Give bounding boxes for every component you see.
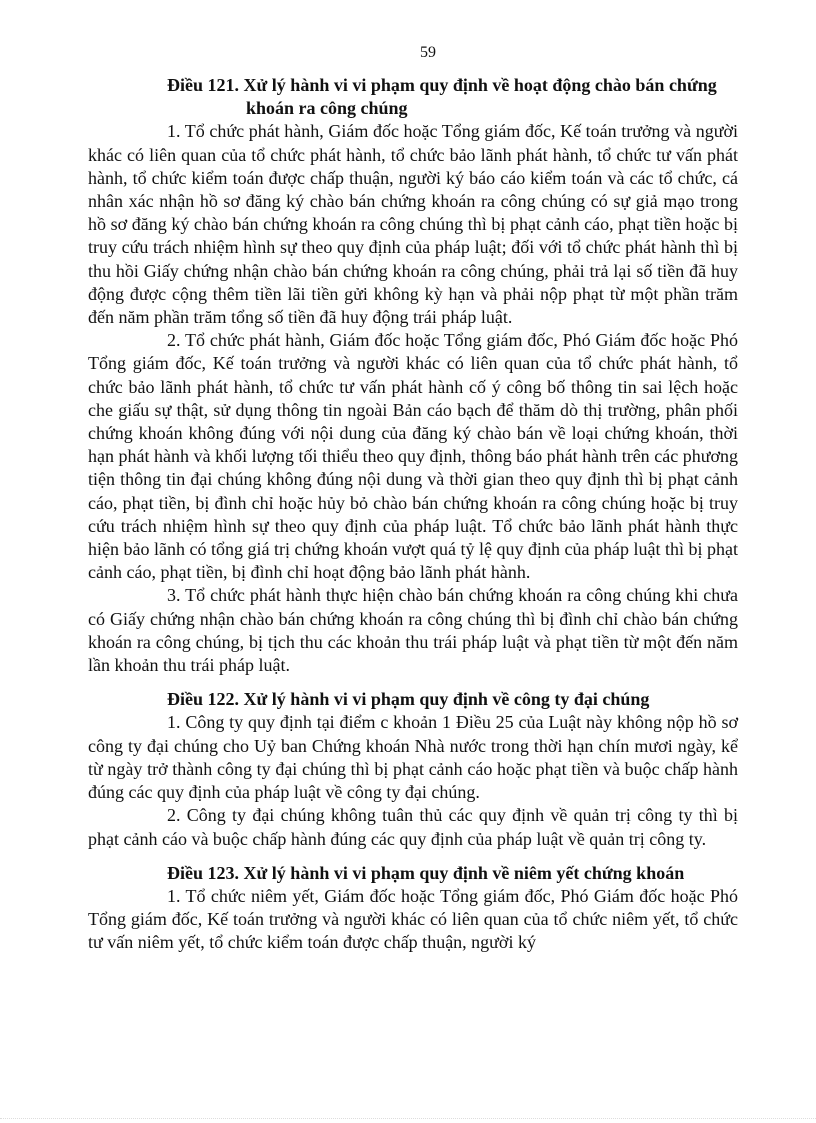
article-paragraph: 1. Tổ chức phát hành, Giám đốc hoặc Tổng giám đốc, Kế toán trưởng và người khác có liên quan của tổ chức phát hành, tổ chức bảo lãnh phát hành, tổ chức tư vấn phát hành, tổ chức kiểm toán được chấp thuận, người ký báo cáo kiểm toán và các tổ chức, cá nhân xác nhận hồ sơ đăng ký chào bán chứng khoán ra công chúng có sự giả mạo trong hồ sơ đăng ký chào bán chứng khoán ra công chúng thì bị phạt cảnh cáo, phạt tiền hoặc bị truy cứu trách nhiệm hình sự theo quy định của pháp luật; đối với tổ chức phát hành thì bị thu hồi Giấy chứng nhận chào bán chứng khoán ra công chúng, phải trả lại số tiền đã huy động được cộng thêm tiền lãi tiền gửi không kỳ hạn và phải nộp phạt từ một phần trăm đến năm phần trăm tổng số tiền đã huy động trái pháp luật. (88, 121, 738, 328)
article-122 (88, 688, 738, 850)
article-paragraph: 1. Công ty quy định tại điểm c khoản 1 Điều 25 của Luật này không nộp hồ sơ công ty đại chúng cho Uỷ ban Chứng khoán Nhà nước trong thời hạn chín mươi ngày, kể từ ngày trở thành công ty đại chúng thì bị phạt cảnh cáo hoặc phạt tiền và buộc chấp hành đúng các quy định của pháp luật về công ty đại chúng. (88, 712, 738, 803)
article-title: Điều 123. Xử lý hành vi vi phạm quy định về niêm yết chứng khoán (167, 862, 685, 883)
page-bottom-divider (0, 1118, 816, 1119)
article-paragraph: 2. Tổ chức phát hành, Giám đốc hoặc Tổng giám đốc, Phó Giám đốc hoặc Phó Tổng giám đốc, Kế toán trưởng và người khác có liên quan của tổ chức phát hành, tổ chức bảo lãnh phát hành, tổ chức tư vấn phát hành cố ý công bố thông tin sai lệch hoặc che giấu sự thật, sử dụng thông tin ngoài Bản cáo bạch để thăm dò thị trường, phân phối chứng khoán không đúng với nội dung của đăng ký chào bán về loại chứng khoán, thời hạn phát hành và khối lượng tối thiểu theo quy định, thông báo phát hành trên các phương tiện thông tin đại chúng không đúng nội dung và thời gian theo quy định thì bị phạt cảnh cáo, phạt tiền, bị đình chỉ hoặc hủy bỏ chào bán chứng khoán ra công chúng hoặc bị truy cứu trách nhiệm hình sự theo quy định của pháp luật. Tổ chức bảo lãnh phát hành thực hiện bảo lãnh có tổng giá trị chứng khoán vượt quá tỷ lệ quy định của pháp luật thì bị phạt cảnh cáo, phạt tiền, bị đình chỉ hoạt động bảo lãnh phát hành. (88, 330, 738, 583)
article-paragraph: 2. Công ty đại chúng không tuân thủ các quy định về quản trị công ty thì bị phạt cảnh cáo và buộc chấp hành đúng các quy định của pháp luật về quản trị công ty. (88, 805, 738, 849)
section-gap (88, 851, 738, 862)
page-number: 59 (420, 44, 436, 61)
article-paragraph: 3. Tổ chức phát hành thực hiện chào bán chứng khoán ra công chúng khi chưa có Giấy chứng nhận chào bán chứng khoán ra công chúng thì bị đình chỉ chào bán chứng khoán ra công chúng, bị tịch thu các khoản thu trái pháp luật và phạt tiền từ một đến năm lần khoản thu trái pháp luật. (88, 585, 738, 676)
article-title: Điều 122. Xử lý hành vi vi phạm quy định về công ty đại chúng (167, 689, 650, 710)
document-body (88, 74, 738, 955)
article-title: Điều 121. Xử lý hành vi vi phạm quy định về hoạt động chào bán chứng khoán ra công chúng (167, 75, 717, 119)
article-paragraph: 1. Tổ chức niêm yết, Giám đốc hoặc Tổng giám đốc, Phó Giám đốc hoặc Phó Tổng giám đốc, Kế toán trưởng và người khác có liên quan của tổ chức niêm yết, tổ chức tư vấn niêm yết, tổ chức kiểm toán được chấp thuận, người ký (88, 885, 738, 953)
article-123 (88, 862, 738, 955)
article-121 (88, 74, 738, 677)
section-gap (88, 677, 738, 688)
